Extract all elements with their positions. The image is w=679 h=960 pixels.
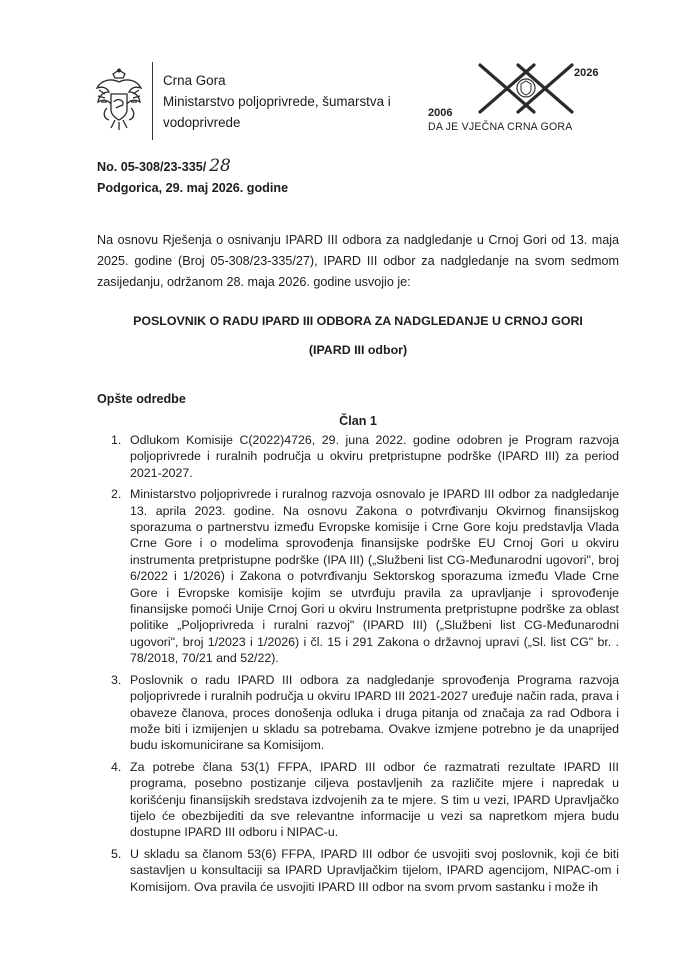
document-number-label: No. 05-308/23-335/ [97,160,207,174]
document-title: POSLOVNIK O RADU IPARD III ODBORA ZA NADGLEDANJE U CRNOJ GORI [133,314,583,328]
list-item-number: 4. [111,759,122,774]
list-item [97,486,619,666]
place-date: Podgorica, 29. maj 2026. godine [97,181,289,195]
jubilee-emblem-icon [517,79,535,97]
article-heading: Član 1 [339,414,377,428]
list-item [97,432,619,481]
section-heading: Opšte odredbe [97,392,186,406]
list-item-text: Poslovnik o radu IPARD III odbora za nadgledanje sprovođenja Programa razvoja poljoprivrede i ruralnih područja u okviru IPARD III 2021-2027 uređuje način rada, prava i obaveze članova, proces donošenja odluka i druga pitanja od značaja za rad Odbora i može biti i izmijenjen u skladu sa potrebama. Ovakve izmjene potrebno je da unaprijed budu iskomunicirane sa Komisijom. [130,672,619,753]
ministry-line-name: Ministarstvo poljoprivrede, šumarstva i [163,94,391,109]
document-number-handwritten: 28 [209,156,231,176]
ministry-line-name-cont: vodoprivrede [163,115,241,130]
document-number [97,156,231,176]
list-item-text: Ministarstvo poljoprivrede i ruralnog razvoja osnovalo je IPARD III odbor za nadgledanje 13. aprila 2023. godine. Na osnovu Zakona o potvrđivanju Okvirnog finansijskog sporazuma o partnerstvu između Evropske komisije i Crne Gore koju predstavlja Vlada Crne Gore i o modelima sprovođenja finansijske podrške EU Crnoj Gori u okviru instrumenta pretpristupne podrške (IPA III) („Službeni list CG-Međunarodni ugovori", broj 6/2022 i 1/2026) i Zakona o potvrđivanju Sektorskog sporazuma između Vlade Crne Gore i Evropske komisije kojim se utvrđuju pravila za upravljanje i sprovođenje finansijske pomoći Unije Crnoj Gori u okviru Instrumenta pretpristupne podrške za oblast politike „Poljoprivreda i ruralni razvoj" (IPARD III) („Službeni list CG-Međunarodni ugovori", broj 1/2023 i 1/2026) i čl. 15 i 291 Zakona o državnoj upravi („Sl. list CG" br. . 78/2018, 70/21 and 52/22). [130,487,619,666]
list-item-number: 1. [111,433,122,447]
intro-paragraph: Na osnovu Rješenja o osnivanju IPARD III odbora za nadgledanje u Crnoj Gori od 13. maja 2025. godine (Broj 05-308/23-335/27), IPARD III odbor za nadgledanje na svom sedmom zasijedanju, održanom 28. maja 2026. godine usvojio je: [97,233,619,289]
list-item [97,846,619,895]
ministry-line-country: Crna Gora [163,73,226,88]
jubilee-slogan: DA JE VJEČNA CRNA GORA [428,121,573,133]
jubilee-logo [422,60,632,135]
article-items [97,432,619,895]
jubilee-year-start: 2006 [428,107,453,119]
list-item-text: Za potrebe člana 53(1) FFPA, IPARD III odbor će razmatrati rezultate IPARD III programa, posebno postizanje ciljeva postavljenih za različite mjere i napredak u korišćenju finansijskih sredstava izdvojenih za te mjere. S tim u vezi, IPARD Upravljačko tijelo će obezbijediti da sve relevantne informacije u vezi sa napretkom mjera budu dostupne IPARD III odboru i NIPAC-u. [130,759,619,840]
list-item-number: 2. [111,487,122,502]
jubilee-year-end: 2026 [574,67,599,79]
list-item-number: 3. [111,672,122,687]
list-item-text: Odlukom Komisije C(2022)4726, 29. juna 2022. godine odobren je Program razvoja poljoprivrede i ruralnih područja u okviru pretpristupne podrške (IPARD III) za period 2021-2027. [130,433,619,480]
list-item-text: U skladu sa članom 53(6) FFPA, IPARD III odbor će usvojiti svoj poslovnik, koji će biti sastavljen u konsultaciji sa IPARD Upravljačkim tijelom, IPARD agencijom, NIPAC-om i Komisijom. Ova pravila će usvojiti IPARD III odbor na svom prvom sastanku i može ih [130,846,619,894]
document-subtitle: (IPARD III odbor) [308,343,408,357]
list-item [97,759,619,841]
list-item [97,672,619,754]
ministry-name [163,70,391,133]
header-divider [152,62,153,140]
coat-of-arms-icon [93,68,145,134]
list-item-number: 5. [111,846,122,861]
